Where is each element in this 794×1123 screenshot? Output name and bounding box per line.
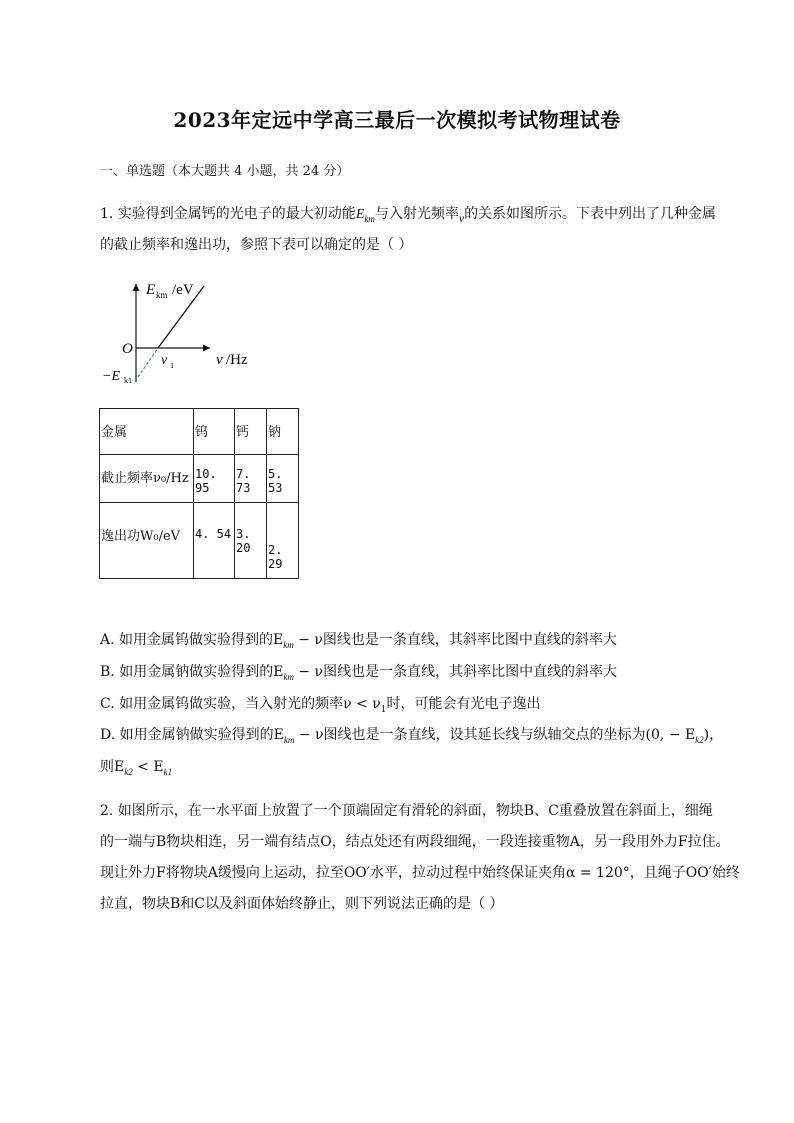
option-d-sub2: k2 <box>695 734 704 745</box>
q1-option-c[interactable] <box>100 693 541 715</box>
option-d-rest2: )， <box>703 727 724 743</box>
graph-nu1: ν <box>161 353 168 368</box>
option-a-text: A. 如用金属钨做实验得到的E <box>100 632 284 648</box>
q2-line3: 现让外力F将物块A缓慢向上运动，拉至OO′水平，拉动过程中始终保证夹角α = 120°，且绳子OO′始终 <box>100 865 740 881</box>
graph-ek1: −E <box>102 369 120 384</box>
option-c-rest: 时，可能会有光电子逸出 <box>386 696 541 712</box>
option-a-sub: km <box>283 639 294 650</box>
table-header-cell: 钙 <box>236 425 250 440</box>
graph-nu1-sub: 1 <box>170 361 174 370</box>
graph-y-label: E <box>146 282 156 298</box>
option-d-rest: − ν图线也是一条直线，设其延长线与纵轴交点的坐标为(0, − E <box>294 727 696 743</box>
q1-option-d-line2 <box>100 756 172 777</box>
graph-x-label: ν <box>216 352 223 368</box>
option-b-rest: − ν图线也是一条直线，其斜率比图中直线的斜率大 <box>293 664 618 680</box>
table-cell: 5. 53 <box>268 467 283 495</box>
option-c-text: C. 如用金属钨做实验，当入射光的频率ν < ν <box>100 696 381 712</box>
graph-ek1-sub: k1 <box>124 376 132 385</box>
table-cell: 7. 73 <box>236 467 251 495</box>
graph-y-unit: /eV <box>172 282 194 298</box>
table-header-row <box>100 409 299 455</box>
table-cell: 10. 95 <box>195 467 217 495</box>
graph-extension <box>138 348 158 377</box>
q1-stem-ekm-sub: km <box>364 213 375 224</box>
q2-line2: 的一端与B物块相连，另一端有结点O，结点处还有两段细绳，一段连接重物A，另一段用外力F拉住。 <box>100 834 730 850</box>
q1-stem-ekm: E <box>355 207 365 222</box>
q1-stem-text-c: 的关系如图所示。下表中列出了几种金属 <box>464 206 717 222</box>
option-d-text: D. 如用金属钠做实验得到的E <box>100 727 284 743</box>
option-b-text: B. 如用金属钠做实验得到的E <box>100 664 284 680</box>
table-row <box>100 503 299 579</box>
table-row-label: 截止频率ν₀/Hz <box>101 471 189 486</box>
graph-y-sub: km <box>156 290 168 300</box>
option-d-line2-text: 则E <box>100 759 125 775</box>
q1-stem-line1 <box>100 203 716 225</box>
q1-graph <box>98 272 278 390</box>
q1-option-b[interactable] <box>100 661 617 682</box>
table-row-label: 逸出功W₀/eV <box>101 529 181 544</box>
section-heading: 一、单选题（本大题共 4 小题，共 24 分） <box>100 164 350 179</box>
graph-origin: O <box>122 341 133 357</box>
q1-stem-nu: ν <box>458 211 465 225</box>
option-d-line2-sub: k2 <box>124 766 133 777</box>
option-b-sub: km <box>283 671 294 682</box>
option-d-line2-sub2: k1 <box>163 766 173 777</box>
table-cell: 4. 54 <box>195 527 232 541</box>
q1-stem-text-a: 1. 实验得到金属钙的光电子的最大初动能 <box>100 206 356 222</box>
option-a-rest: − ν图线也是一条直线，其斜率比图中直线的斜率大 <box>293 632 617 648</box>
option-d-line2-mid: < E <box>132 759 164 775</box>
page-title: 2023年定远中学高三最后一次模拟考试物理试卷 <box>173 108 621 132</box>
option-d-sub: km <box>283 734 295 745</box>
q1-option-a[interactable] <box>100 629 617 650</box>
q2-line1: 2. 如图所示，在一水平面上放置了一个顶端固定有滑轮的斜面，物块B、C重叠放置在斜面上，细绳 <box>100 803 713 819</box>
option-c-sub: 1 <box>380 704 387 715</box>
table-cell: 3. 20 <box>236 527 251 555</box>
table-header-cell: 金属 <box>101 425 128 440</box>
graph-x-unit: /Hz <box>226 352 248 368</box>
table-header-cell: 钠 <box>268 425 282 440</box>
table-row <box>100 455 299 503</box>
q1-stem-text-b: 与入射光频率 <box>374 206 459 222</box>
table-header-cell: 钨 <box>195 425 209 440</box>
q1-stem-line2: 的截止频率和逸出功，参照下表可以确定的是（ ） <box>100 237 413 253</box>
table-cell: 2. 29 <box>268 543 283 571</box>
q1-option-d[interactable] <box>100 724 723 745</box>
metal-table <box>99 408 299 579</box>
q2-line4: 拉直，物块B和C以及斜面体始终静止，则下列说法正确的是（ ） <box>100 896 504 912</box>
